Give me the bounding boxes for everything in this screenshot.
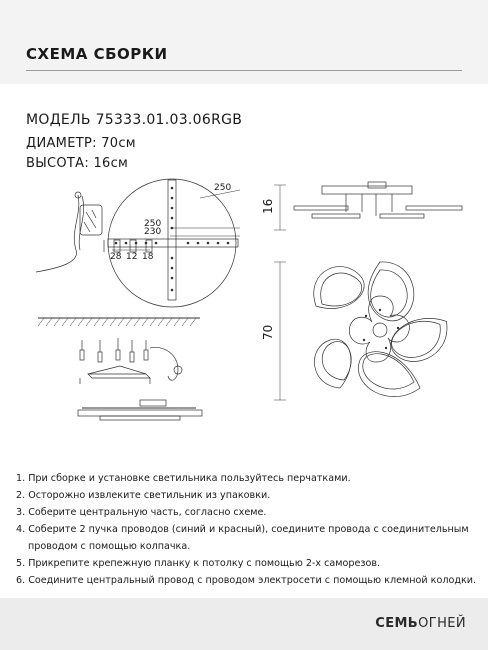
dim-label-28: 28 (110, 252, 122, 262)
instruction-step: 3. Соберите центральную часть, согласно схеме. (16, 507, 267, 518)
instruction-step: 2. Осторожно извлеките светильник из упаковки. (16, 490, 271, 501)
dim-label-height: 16 (261, 198, 275, 214)
title-divider (26, 70, 462, 71)
instruction-step-continuation: проводом с помощью колпачка. (28, 541, 191, 552)
page-title: СХЕМА СБОРКИ (26, 45, 168, 63)
header-band (0, 0, 488, 84)
dim-label-width: 70 (261, 324, 275, 340)
wire-bundle-illustration (36, 192, 102, 272)
brand-logo-bold: СЕМЬ (375, 616, 419, 631)
brand-logo (375, 616, 466, 631)
brand-logo-light: ОГНЕЙ (418, 616, 466, 631)
assembly-instructions (16, 470, 476, 589)
side-view-drawing (274, 182, 462, 230)
ceiling-installation-drawing (38, 318, 202, 420)
assembly-drawing (0, 170, 488, 438)
dim-label-12: 12 (126, 252, 138, 262)
dim-label-18: 18 (142, 252, 154, 262)
model-spec: МОДЕЛЬ 75333.01.03.06RGB (26, 112, 243, 128)
footer-band (0, 598, 488, 650)
mounting-plate-drawing (104, 179, 240, 307)
dim-label-250: 250 (144, 219, 162, 229)
petal-rings (314, 262, 449, 397)
height-spec: ВЫСОТА: 16см (26, 156, 129, 171)
instruction-step: 1. При сборке и установке светильника пользуйтесь перчатками. (16, 473, 351, 484)
dim-label-250-top: 250 (214, 183, 232, 193)
instruction-step: 5. Прикрепите крепежную планку к потолку с помощью 2-х саморезов. (16, 558, 381, 569)
instruction-step: 6. Соедините центральный провод с проводом электросети с помощью клемной колодки. (16, 575, 477, 586)
instruction-step: 4. Соберите 2 пучка проводов (синий и красный), соедините провода с соединительным (16, 524, 469, 535)
dim-label-230: 230 (144, 227, 162, 237)
diameter-spec: ДИАМЕТР: 70см (26, 136, 136, 151)
top-view-drawing (274, 262, 449, 400)
